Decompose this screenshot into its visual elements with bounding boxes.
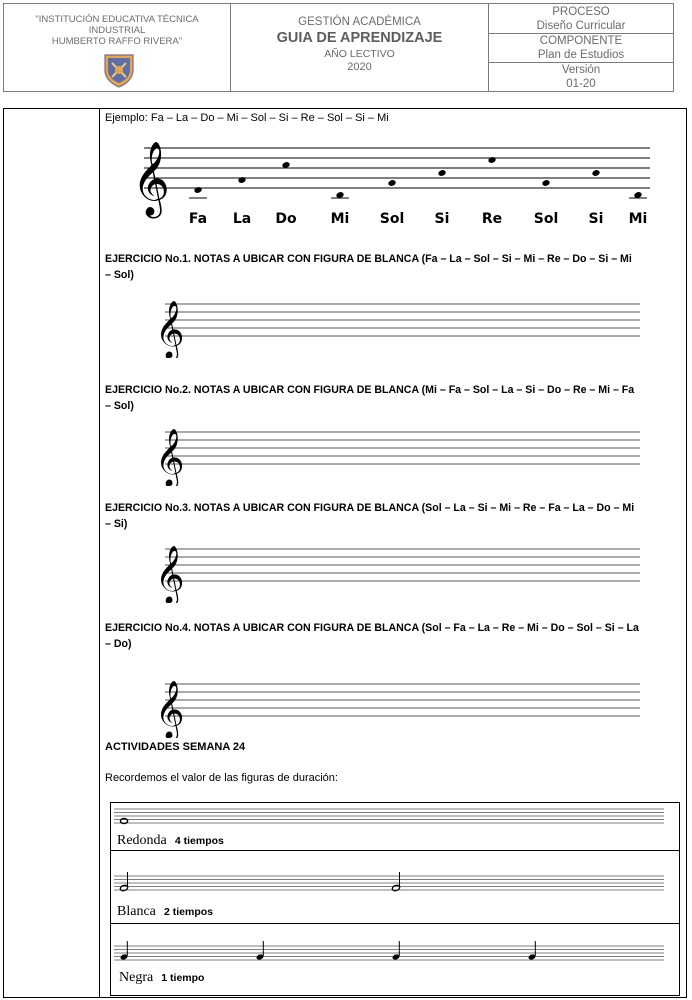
content-table-right-border	[686, 108, 687, 798]
treble-clef-icon: 𝄞	[155, 428, 185, 486]
content-table-left-border	[3, 797, 4, 997]
redonda-label	[117, 829, 224, 849]
note-head	[237, 176, 246, 184]
process-info-cell	[489, 4, 673, 91]
exercise-instruction-continued: – Si)	[105, 518, 128, 530]
document-title: GUIA DE APRENDIZAJE	[276, 30, 443, 46]
note-label: Si	[434, 211, 450, 227]
treble-clef-icon: 𝄞	[155, 545, 185, 603]
figure-value: 2 tiempos	[163, 906, 213, 918]
example-staff	[130, 128, 654, 228]
note-label: Fa	[188, 211, 208, 227]
quarter-note-icon	[392, 941, 400, 961]
activities-title: ACTIVIDADES SEMANA 24	[105, 741, 246, 753]
version-value: 01-20	[566, 78, 596, 90]
empty-staff	[155, 672, 645, 738]
figure-name: Blanca	[117, 904, 156, 919]
proceso-value: Diseño Curricular	[536, 20, 626, 32]
treble-clef-icon: 𝄞	[155, 300, 185, 358]
note-label: Sol	[379, 211, 405, 227]
note-label: Mi	[628, 211, 648, 227]
exercise-instruction-continued: – Sol)	[105, 269, 134, 281]
treble-clef-icon: 𝄞	[132, 142, 170, 216]
half-note-icon	[392, 872, 401, 892]
note-head	[437, 169, 446, 177]
blanca-staff	[112, 870, 672, 896]
academic-management-cell	[231, 4, 489, 91]
quarter-note-icon	[528, 941, 536, 961]
exercise-instruction: EJERCICIO No.1. NOTAS A UBICAR CON FIGURA DE BLANCA (Fa – La – Sol – Si – Mi – Re – Do – Si – Mi	[105, 253, 632, 265]
institution-name-line2: INDUSTRIAL	[88, 25, 146, 36]
note-label: Sol	[533, 211, 559, 227]
blanca-label	[117, 900, 213, 920]
figure-value: 4 tiempos	[174, 835, 224, 847]
exercise-instruction: EJERCICIO No.2. NOTAS A UBICAR CON FIGURA DE BLANCA (Mi – Fa – Sol – La – Si – Do – Re – Mi – Fa	[105, 384, 635, 396]
componente-label: COMPONENTE	[539, 35, 623, 47]
empty-staff	[155, 537, 645, 603]
year-label: 2020	[347, 61, 372, 73]
activities-intro: Recordemos el valor de las figuras de duración:	[105, 772, 338, 784]
note-label: Si	[588, 211, 604, 227]
half-note-icon	[120, 872, 129, 892]
note-head	[591, 169, 600, 177]
exercise-instruction: EJERCICIO No.3. NOTAS A UBICAR CON FIGURA DE BLANCA (Sol – La – Si – Mi – Re – Fa – La – Do – Mi	[105, 502, 635, 514]
negra-label	[119, 966, 204, 986]
treble-clef-icon: 𝄞	[155, 680, 185, 738]
quarter-note-icon	[120, 941, 128, 961]
content-table-right-border	[686, 797, 687, 997]
proceso-label: PROCESO	[552, 6, 610, 18]
redonda-staff	[112, 806, 672, 826]
ano-lectivo-label: AÑO LECTIVO	[324, 48, 395, 60]
content-table-column-divider	[99, 108, 100, 998]
figure-name: Redonda	[117, 833, 167, 848]
empty-staff	[155, 420, 645, 486]
exercise-instruction-continued: – Sol)	[105, 400, 134, 412]
version-label: Versión	[561, 64, 601, 76]
content-table-bottom-border	[3, 997, 687, 998]
exercise-instruction-continued: – Do)	[105, 638, 132, 650]
note-head	[541, 179, 550, 187]
table-row-divider	[111, 923, 679, 924]
note-label: Re	[481, 211, 503, 227]
gestion-label: GESTIÓN ACADÉMICA	[298, 16, 421, 28]
negra-staff	[112, 940, 672, 966]
example-note-labels	[189, 211, 647, 227]
empty-staff	[155, 292, 645, 358]
school-crest-logo	[99, 52, 139, 88]
note-head	[487, 156, 496, 164]
document-header	[3, 3, 674, 92]
figure-value: 1 tiempo	[161, 972, 205, 984]
example-text: Ejemplo: Fa – La – Do – Mi – Sol – Si – Re – Sol – Si – Mi	[105, 112, 389, 124]
componente-value: Plan de Estudios	[537, 49, 625, 61]
institution-name-line3: HUMBERTO RAFFO RIVERA"	[51, 36, 183, 47]
institution-name-line1: "INSTITUCIÓN EDUCATIVA TÉCNICA	[35, 14, 199, 25]
quarter-note-icon	[256, 941, 264, 961]
note-label: Mi	[330, 211, 350, 227]
note-label: Do	[275, 211, 297, 227]
exercise-instruction: EJERCICIO No.4. NOTAS A UBICAR CON FIGURA DE BLANCA (Sol – Fa – La – Re – Mi – Do – Sol – Si – La	[105, 622, 639, 634]
note-head	[387, 179, 396, 187]
note-label: La	[232, 211, 252, 227]
content-table-top-border	[3, 108, 687, 109]
figure-name: Negra	[119, 970, 154, 985]
institution-cell	[4, 4, 231, 91]
table-row-divider	[111, 850, 679, 851]
note-head	[193, 186, 202, 194]
content-table-left-border	[3, 108, 4, 798]
